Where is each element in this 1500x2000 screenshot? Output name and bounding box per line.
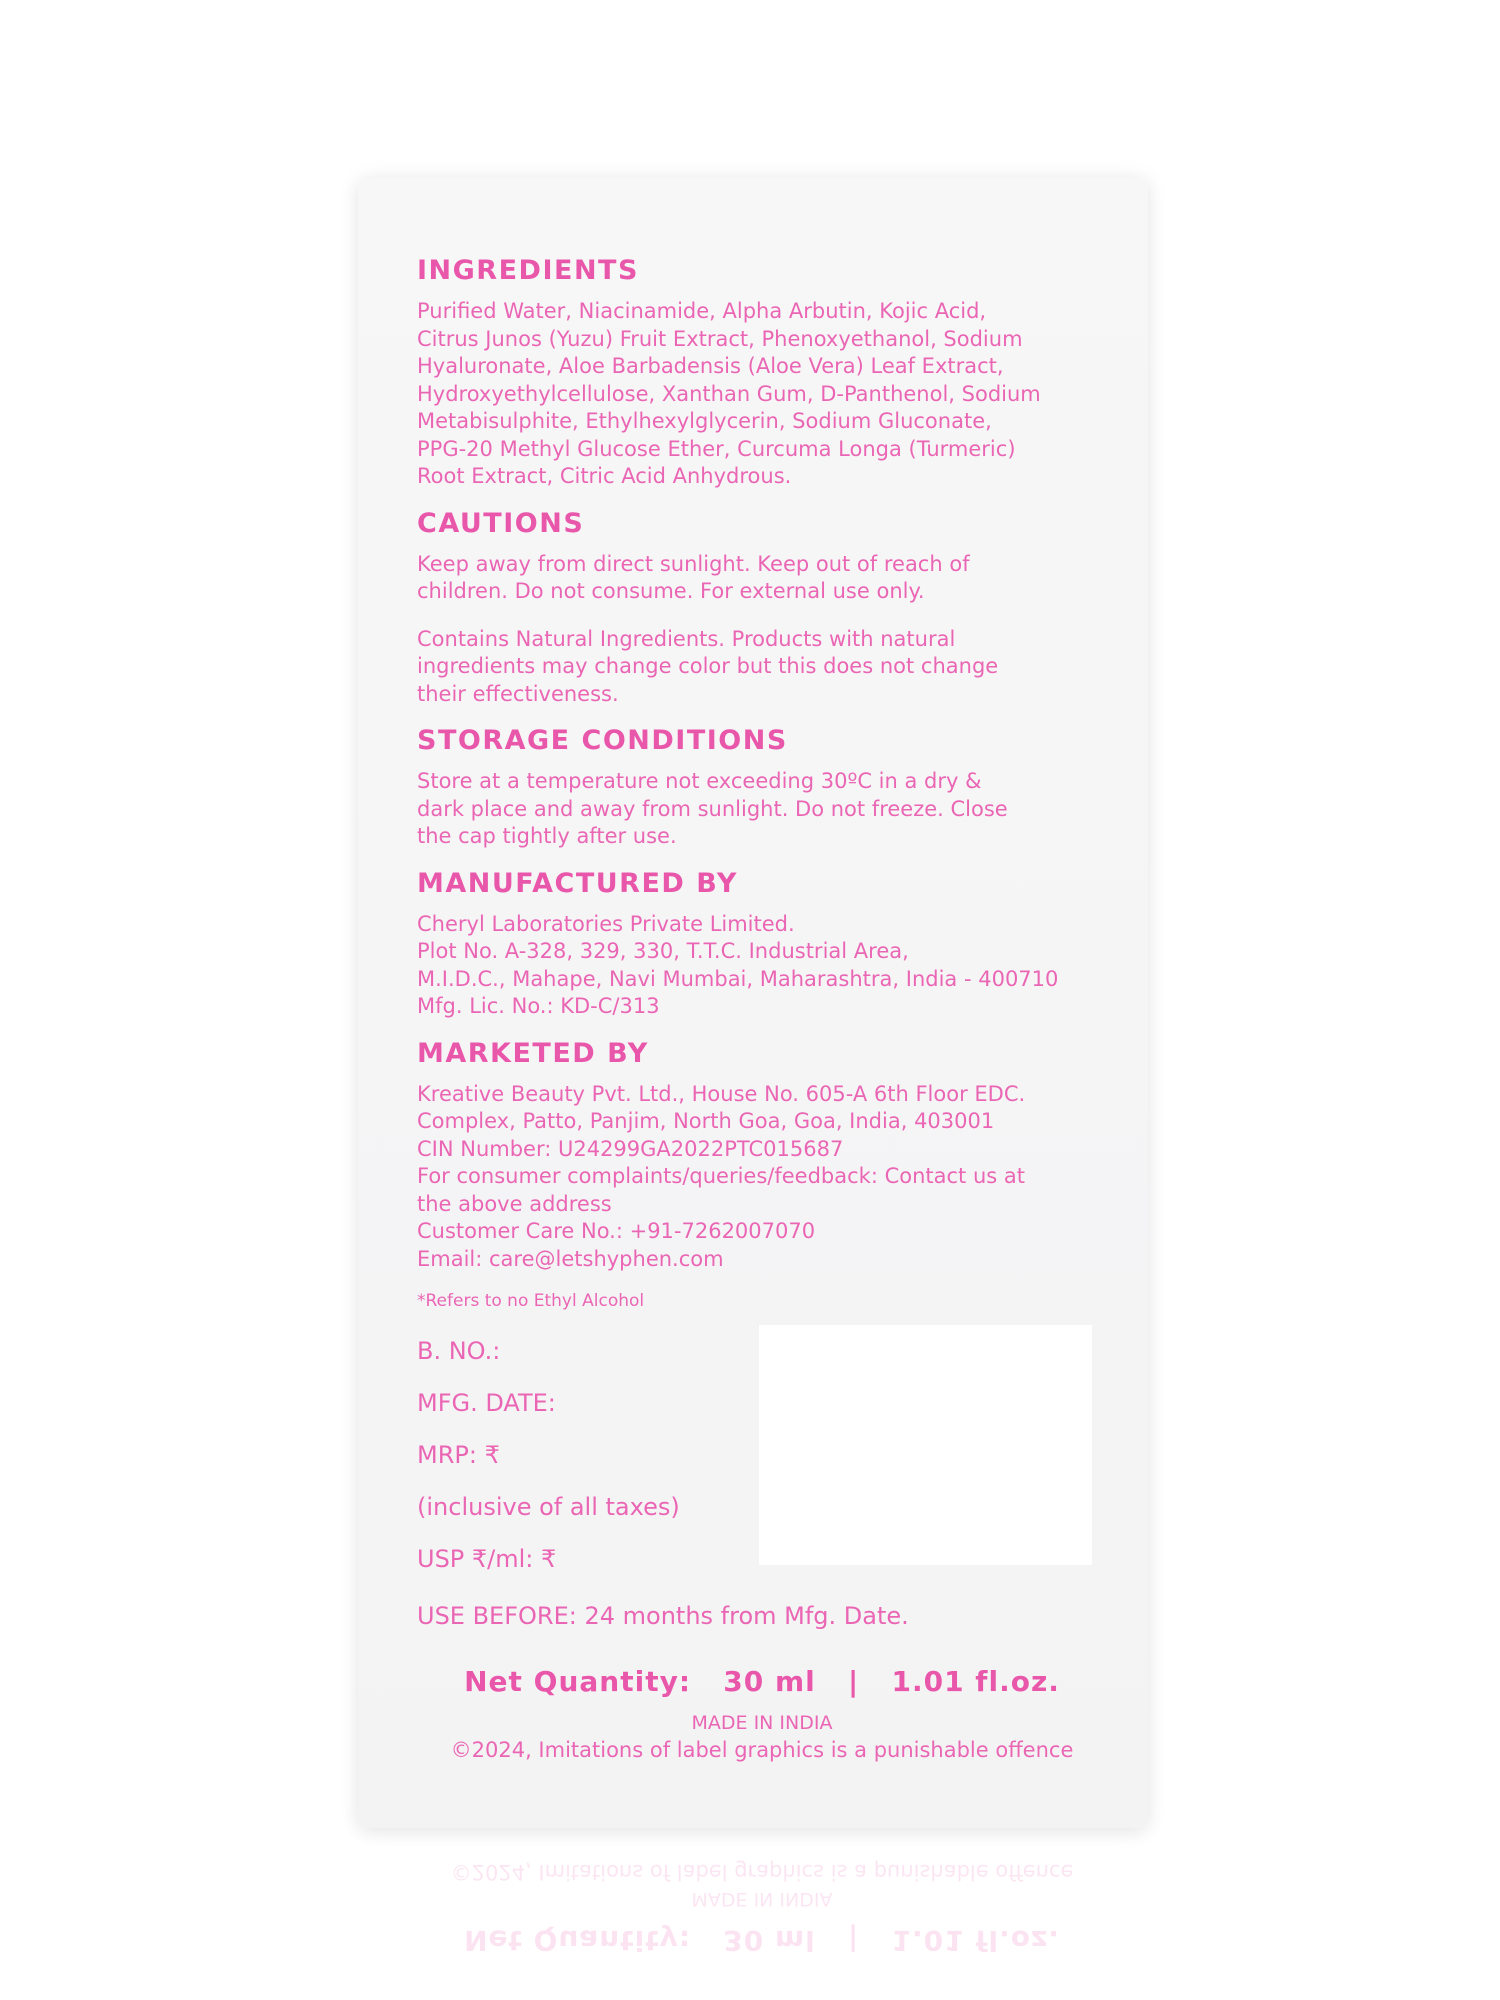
usp-label: USP ₹/ml: ₹: [417, 1545, 557, 1573]
ingredients-heading: INGREDIENTS: [417, 255, 639, 286]
reflection-copyright: ©2024, Imitations of label graphics is a punishable offence: [450, 1860, 1074, 1884]
manufactured-heading: MANUFACTURED BY: [417, 867, 738, 899]
taxes-note: (inclusive of all taxes): [417, 1493, 680, 1521]
made-in-india: MADE IN INDIA: [691, 1712, 833, 1734]
marketed-section: [417, 1037, 1117, 1274]
manufactured-section: [417, 867, 1117, 1021]
reflection-net-quantity: Net Quantity: 30 ml | 1.01 fl.oz.: [464, 1924, 1060, 1957]
product-box-back: [358, 178, 1148, 1828]
reflection-made-in-india: MADE IN INDIA: [691, 1888, 833, 1910]
batch-number-label: B. NO.:: [417, 1337, 501, 1365]
ingredients-section: [417, 254, 1117, 491]
natural-ingredients-text: Contains Natural Ingredients. Products with natural ingredients may change color but this does not change their effectiveness.: [417, 626, 999, 706]
ingredients-text: Purified Water, Niacinamide, Alpha Arbutin, Kojic Acid, Citrus Junos (Yuzu) Fruit Extract, Phenoxyethanol, Sodium Hyaluronate, Aloe Barbadensis (Aloe Vera) Leaf Extract, Hydroxyethylcellulose, Xanthan Gum, D-Panthenol, Sodium Metabisulphite, Ethylhexylglycerin, Sodium Gluconate, PPG-20 Methyl Glucose Ether, Curcuma Longa (Turmeric) Root Extract, Citric Acid Anhydrous.: [417, 299, 1041, 488]
print-area-blank: [759, 1325, 1092, 1565]
storage-section: [417, 724, 1117, 851]
copyright-notice: ©2024, Imitations of label graphics is a punishable offence: [450, 1738, 1074, 1762]
reflection-content: [417, 1858, 1117, 1989]
cautions-text: Keep away from direct sunlight. Keep out of reach of children. Do not consume. For external use only.: [417, 551, 970, 603]
footnote: *Refers to no Ethyl Alcohol: [417, 1291, 645, 1311]
net-quantity: Net Quantity: 30 ml | 1.01 fl.oz.: [464, 1665, 1060, 1698]
storage-heading: STORAGE CONDITIONS: [417, 725, 788, 756]
storage-text: Store at a temperature not exceeding 30ºC in a dry & dark place and away from sunlight. Do not freeze. Close the cap tightly after use.: [417, 769, 1008, 848]
cautions-heading: CAUTIONS: [417, 507, 585, 539]
batch-info: [417, 1325, 1117, 1585]
marketed-heading: MARKETED BY: [417, 1037, 649, 1069]
use-before: USE BEFORE: 24 months from Mfg. Date.: [417, 1602, 909, 1630]
label-content: [417, 254, 1117, 1764]
marketed-text: Kreative Beauty Pvt. Ltd., House No. 605-A 6th Floor EDC. Complex, Patto, Panjim, North Goa, Goa, India, 403001 CIN Number: U24299GA2022PTC015687 For consumer complaints/queries/feedback: Contact us at the above address Customer Care No.: +91-7262007070 Email: care@letshyphen.com: [417, 1081, 1026, 1271]
mfg-date-label: MFG. DATE:: [417, 1389, 556, 1417]
cautions-section: [417, 507, 1117, 709]
manufactured-text: Cheryl Laboratories Private Limited. Plot No. A-328, 329, 330, T.T.C. Industrial Area, M.I.D.C., Mahape, Navi Mumbai, Maharashtra, India - 400710 Mfg. Lic. No.: KD-C/313: [417, 911, 1059, 1018]
mrp-label: MRP: ₹: [417, 1441, 500, 1469]
box-reflection: [358, 1858, 1148, 1998]
